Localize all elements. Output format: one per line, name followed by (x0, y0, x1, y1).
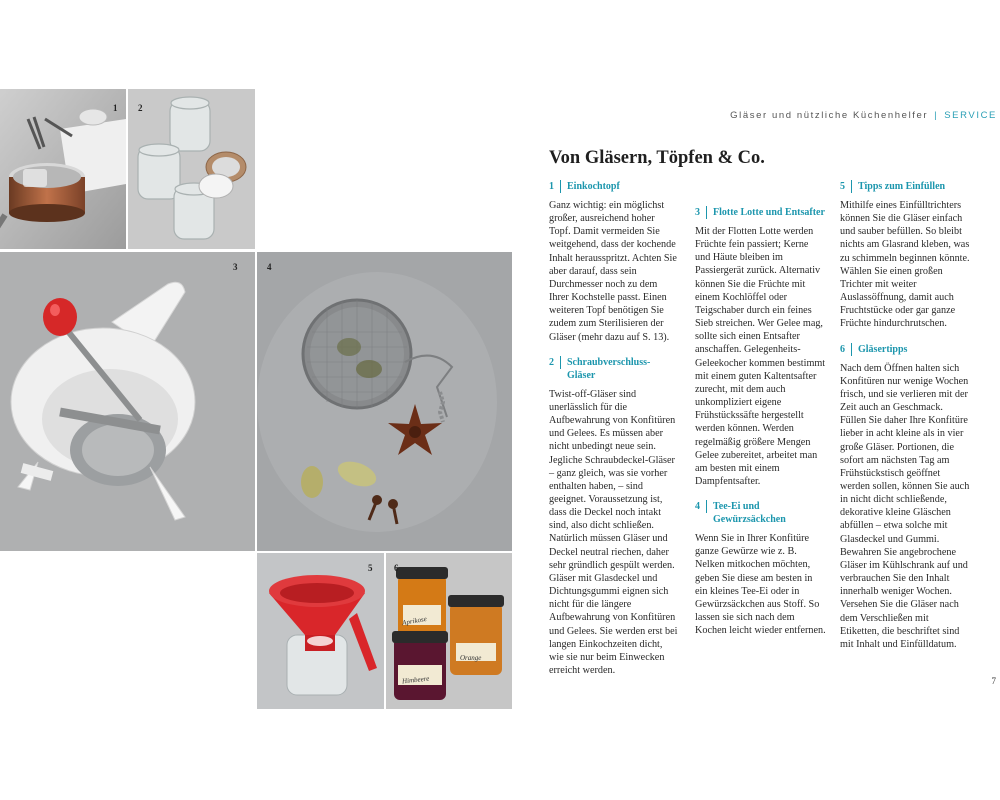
running-head (730, 110, 997, 121)
photo-number: 2 (138, 103, 143, 113)
section-heading-6 (840, 343, 970, 356)
running-head-separator: | (934, 110, 939, 121)
section-text-1: Ganz wichtig: ein möglichst großer, ausreichend hoher Topf. Damit vermeiden Sie weitgehend, dass der kochende Inhalt herausspritzt. Achten Sie aber darauf, dass sein Durchmesser noch zu dem Ihrer Kochstelle passt. Einen weiteren Topf benötigen Sie zudem zum Sterilisieren der Gläser (mehr dazu auf S. 13). (549, 200, 677, 343)
section-title: Gläsertipps (858, 343, 908, 355)
section-title: Tipps zum Einfüllen (858, 181, 946, 192)
section-heading-5 (840, 180, 970, 193)
section-number: 2 (549, 356, 561, 369)
section-heading-4 (695, 500, 826, 526)
section-number: 4 (695, 500, 707, 513)
column-3 (840, 180, 970, 651)
section-text-2: Twist-off-Gläser sind unerlässlich für die Aufbewahrung von Konfitüren und Gelees. Es müssen aber nicht unbedingt neue sein. Jegliche Schraubdeckel-Gläser – ganz gleich, was sie vorher enthalten haben, – sind geeignet. Voraussetzung ist, dass die Deckel noch intakt sind, also dicht schließen. Natürlich müssen Gläser und Deckel neutral riechen, daher sehr gründlich gespült werden. Gläser mit Glasdeckel und Dichtungsgummi eignen sich nicht für die längere Aufbewahrung von Konfitüren und Gelees. Sie werden erst bei langen Einkochzeiten dicht, wie sie nur beim Einwecken erreicht werden. (549, 388, 678, 676)
jar-label-orange: Orange (460, 654, 482, 662)
photo-glaeser (128, 89, 255, 249)
column-1 (549, 180, 678, 677)
photo-beschriftete-glaeser (386, 553, 512, 709)
photo-number: 4 (267, 262, 272, 272)
section-number: 6 (840, 343, 852, 356)
section-title: Schraubverschluss-Gläser (567, 356, 651, 381)
section-title: Tee-Ei und Gewürzsäckchen (713, 501, 786, 526)
section-title: Flotte Lotte und Entsafter (713, 207, 825, 218)
photo-flotte-lotte (0, 252, 255, 551)
column-2 (695, 206, 826, 637)
section-heading-2 (549, 356, 678, 382)
page-title: Von Gläsern, Töpfen & Co. (549, 148, 765, 168)
section-text-4: Wenn Sie in Ihrer Konfitüre ganze Gewürze wie z. B. Nelken mitkochen möchten, geben Sie diese am besten in ein kleines Tee-Ei oder in Gewürzsäckchen aus Stoff. So lassen sie sich nach dem Kochen leicht wieder entfernen. (695, 533, 826, 637)
photo-einkochtopf (0, 89, 126, 249)
section-heading-3 (695, 206, 826, 219)
section-text-5: Mithilfe eines Einfülltrichters können Sie die Gläser einfach und sauber befüllen. So bleibt nichts am Glasrand kleben, was zu schimmeln beginnen könnte. Wählen Sie einen großen Trichter mit weiter Auslassöffnung, damit auch Fruchtstücke oder gar ganze Früchte hindurchrutschen. (840, 200, 970, 330)
photo-number: 3 (233, 262, 238, 272)
photo-number: 5 (368, 563, 373, 573)
section-number: 5 (840, 180, 852, 193)
section-heading-1 (549, 180, 678, 193)
photo-trichter (257, 553, 384, 709)
section-text-3: Mit der Flotten Lotte werden Früchte fein passiert; Kerne und Häute bleiben im Passiergerät zurück. Alternativ können Sie die Früchte mit einem Kochlöffel oder Teigschaber durch ein feines Sieb streichen. Wer Gelee mag, sollte sich einen Entsafter anschaffen. Gelegenheits-Geleekocher kommen bestimmt mit einem guten Kaltentsafter zurecht, mit dem auch unkompliziert eigene Frühstückssäfte hergestellt werden können. Werden regelmäßig größere Mengen Gelee zubereitet, arbeitet man am besten mit einem Dampfentsafter. (695, 226, 826, 487)
running-head-section: SERVICE (944, 110, 997, 121)
running-head-text: Gläser und nützliche Küchenhelfer (730, 110, 929, 121)
jar-label-himbeere: Himbeere (401, 674, 430, 686)
section-number: 3 (695, 206, 707, 219)
section-text-6: Nach dem Öffnen halten sich Konfitüren nur wenige Wochen frisch, und sie verlieren mit der Zeit auch an Geschmack. Füllen Sie daher Ihre Konfitüre lieber in acht kleine als in vier große Gläser. Portionen, die sofort am nächsten Tag am Frühstückstisch geöffnet werden sollen, können Sie auch in nicht dicht schließende, dekorative kleine Gläschen abfüllen – etwa solche mit Glasdeckel und Gummi. Bewahren Sie angebrochene Gläser im Kühlschrank auf und verbrauchen Sie den Inhalt innerhalb weniger Wochen. Versehen Sie die Gläser nach dem Verschließen mit Etiketten, die beschriftet sind mit Inhalt und Einfülldatum. (840, 362, 970, 650)
section-title: Einkochtopf (567, 181, 620, 192)
photo-number: 6 (394, 563, 399, 573)
photo-tee-ei (257, 252, 512, 551)
jar-label-aprikose: Aprikose (401, 614, 428, 628)
photo-number: 1 (113, 103, 118, 113)
section-number: 1 (549, 180, 561, 193)
page-number: 7 (991, 676, 996, 686)
